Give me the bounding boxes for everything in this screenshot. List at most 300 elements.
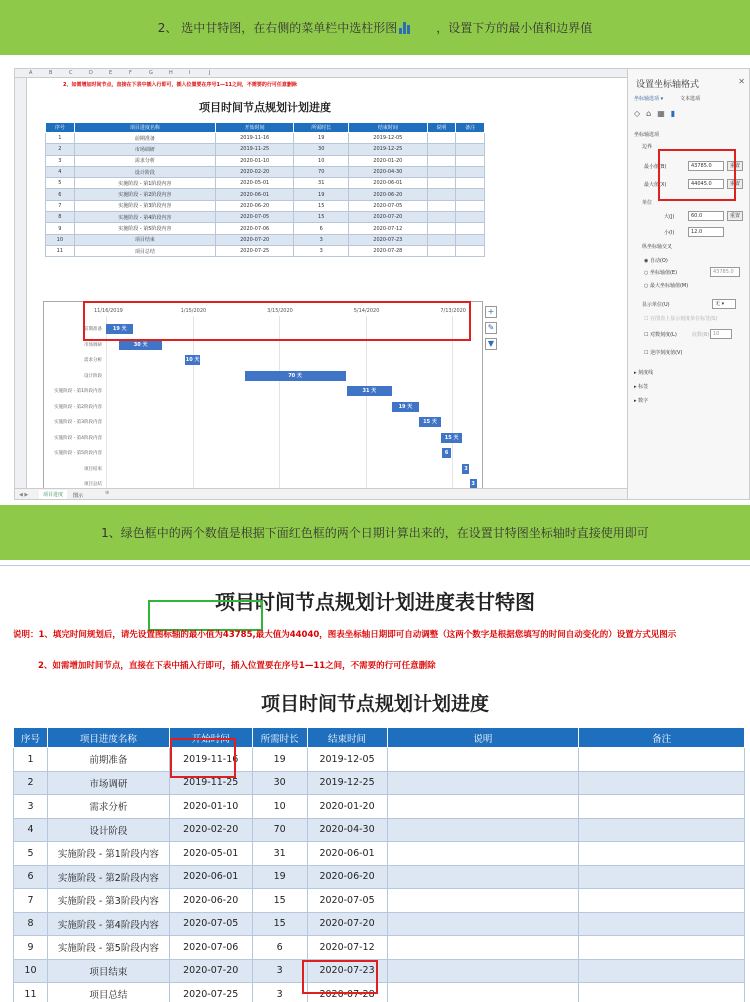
sheet-table-cell[interactable] [427,212,456,223]
banner-top-text: 2、 选中甘特图，在右侧的菜单栏中选柱形图 [157,21,398,35]
section-axis-options[interactable]: 坐标轴选项 [634,132,660,138]
progress-table-cell[interactable]: 项目结束 [47,959,169,983]
progress-table-cell[interactable]: 1 [14,748,48,772]
base-label: 底数(B) [692,332,710,338]
progress-table-cell[interactable]: 实施阶段 - 第2阶段内容 [47,865,169,889]
progress-table-cell[interactable]: 2020-07-23 [307,959,387,983]
progress-table-cell[interactable] [579,842,745,866]
gantt-bar[interactable]: 19 天 [392,402,419,412]
gantt-gridline [193,316,194,492]
progress-table-cell[interactable] [387,983,579,1002]
sheet-table-cell[interactable]: 2020-07-05 [215,212,293,223]
gantt-tick-label: 3/15/2020 [267,308,293,314]
tick-marks-label: 刻度线 [638,370,654,376]
sheet-table-cell[interactable]: 70 [294,166,349,177]
sheet-table-cell[interactable] [427,189,456,200]
sheet-note: 2、如需增加时间节点，直接在下表中插入行即可，插入位置要在序号1—11之间，不需要的行可任意删除 [63,82,297,88]
section-number[interactable]: ▸ 数字 [634,398,649,404]
sheet-table-cell[interactable] [427,178,456,189]
progress-table-cell[interactable] [387,842,579,866]
format-axis-panel [627,69,750,500]
sheet-table-cell[interactable]: 2020-01-20 [349,155,427,166]
cross-label: 纵坐标轴交叉 [642,244,673,250]
sheet-table-header-cell: 备注 [456,123,485,133]
progress-table-cell[interactable] [387,771,579,795]
sheet-table-row [46,133,485,144]
sheet-table-cell[interactable]: 9 [46,223,75,234]
sheet-table-cell[interactable]: 2020-01-10 [215,155,293,166]
reverse-checkbox[interactable]: ☐ 逆序刻度值(V) [644,350,683,356]
sheet-table-cell[interactable]: 2020-04-30 [349,166,427,177]
sheet-table-cell[interactable]: 2020-07-06 [215,223,293,234]
progress-table-cell[interactable]: 5 [14,842,48,866]
gantt-bar[interactable]: 30 天 [119,340,162,350]
sheet-table-row [46,144,485,155]
sheet-table-row [46,200,485,211]
progress-table-cell[interactable] [387,959,579,983]
progress-table-cell[interactable]: 需求分析 [47,795,169,819]
column-letter[interactable]: D [89,70,93,76]
sheet-table-row [46,223,485,234]
progress-table-cell[interactable]: 实施阶段 - 第1阶段内容 [47,842,169,866]
progress-table-header-cell: 备注 [579,728,745,748]
progress-table-cell[interactable] [579,771,745,795]
progress-table-cell[interactable] [387,748,579,772]
progress-table-cell[interactable] [387,865,579,889]
sheet-table-cell[interactable]: 市场调研 [74,144,215,155]
chart-filter-button[interactable]: ▼ [485,338,497,350]
sheet-table-cell[interactable]: 2020-07-28 [349,245,427,256]
max-reset-button[interactable]: 重置 [727,179,743,189]
sheet-table-cell[interactable]: 7 [46,200,75,211]
progress-table-cell[interactable]: 2020-06-01 [169,865,252,889]
progress-table-cell[interactable]: 2020-01-20 [307,795,387,819]
progress-table-cell[interactable]: 9 [14,936,48,960]
gantt-bar[interactable]: 3 [471,481,475,487]
gantt-bar[interactable]: 15 天 [441,433,463,443]
sheet-table-cell[interactable] [456,212,485,223]
major-reset-button[interactable]: 重置 [727,211,743,221]
bar-chart-icon [399,21,410,34]
sheet-table-cell[interactable]: 2020-06-20 [215,200,293,211]
sheet-table-cell[interactable]: 10 [294,155,349,166]
sheet-table-row [46,155,485,166]
major-label: 大(J) [664,214,675,220]
progress-table-cell[interactable]: 2019-12-25 [307,771,387,795]
sheet-table-cell[interactable]: 设计阶段 [74,166,215,177]
column-letter[interactable]: F [129,70,132,76]
progress-table-cell[interactable]: 2020-07-06 [169,936,252,960]
sheet-table-cell[interactable]: 2020-07-12 [349,223,427,234]
progress-table-cell[interactable] [579,865,745,889]
sheet-table-cell[interactable] [456,155,485,166]
sheet-table-cell[interactable]: 2020-07-05 [349,200,427,211]
progress-table-cell[interactable]: 10 [252,795,307,819]
progress-table-cell[interactable]: 2020-07-05 [169,912,252,936]
progress-table-cell[interactable]: 15 [252,889,307,913]
gantt-category-label: 设计阶段 [84,373,102,379]
radio-auto-label: 自动(O) [649,258,668,264]
progress-table-cell[interactable] [579,748,745,772]
section-tick-marks[interactable]: ▸ 刻度线 [634,370,654,376]
progress-table-cell[interactable] [579,818,745,842]
sheet-title: 项目时间节点规划计划进度 [199,101,331,114]
display-units-value: 无 [715,301,721,307]
gantt-bar[interactable]: 70 天 [245,371,346,381]
progress-table-cell[interactable]: 4 [14,818,48,842]
base-input[interactable]: 10 [710,329,732,339]
gantt-gridline [279,316,280,492]
banner-top-suffix: ，设置下方的最小值和边界值 [436,21,593,35]
progress-table-row [14,771,745,795]
gantt-category-label: 项目结束 [84,466,102,472]
progress-table-cell[interactable]: 2020-07-28 [307,983,387,1002]
banner-middle-text: 1、绿色框中的两个数值是根据下面红色框的两个日期计算出来的，在设置甘特图坐标轴时直接使用即可 [101,526,649,540]
sheet-table-cell[interactable] [456,223,485,234]
sheet-table-cell[interactable]: 2019-12-05 [349,133,427,144]
progress-table-row [14,748,745,772]
minor-unit-input[interactable]: 12.0 [688,227,724,237]
sheet-table-cell[interactable]: 2019-11-25 [215,144,293,155]
progress-table-cell[interactable]: 2019-11-16 [169,748,252,772]
sheet-table-cell[interactable] [456,245,485,256]
effects-icon[interactable]: ⌂ [646,109,658,118]
chart-elements-button[interactable]: + [485,306,497,318]
sheet-table-cell[interactable] [456,189,485,200]
sheet-table-cell[interactable]: 实施阶段 - 第3阶段内容 [74,200,215,211]
sheet-table-cell[interactable]: 实施阶段 - 第4阶段内容 [74,212,215,223]
log-scale-label: 对数刻度(L) [650,332,677,338]
progress-table-cell[interactable]: 2 [14,771,48,795]
progress-table-cell[interactable]: 2019-11-25 [169,771,252,795]
progress-table-cell[interactable]: 实施阶段 - 第5阶段内容 [47,936,169,960]
panel-icon-row [634,109,681,118]
sheet-table-cell[interactable]: 15 [294,200,349,211]
fill-icon[interactable]: ◇ [634,109,647,118]
gantt-tick-label: 7/13/2020 [440,308,466,314]
progress-table-header-cell: 项目进度名称 [47,728,169,748]
row-header-bar [15,78,27,488]
size-icon[interactable]: ▦ [657,109,671,118]
progress-table-cell[interactable]: 15 [252,912,307,936]
gantt-tick-label: 11/16/2019 [94,308,123,314]
sheet-table-cell[interactable]: 11 [46,245,75,256]
sheet-table-cell[interactable]: 8 [46,212,75,223]
progress-table-cell[interactable]: 2020-05-01 [169,842,252,866]
sheet-table-cell[interactable] [427,223,456,234]
sheet-table-header-cell: 说明 [427,123,456,133]
progress-table-cell[interactable]: 2020-06-20 [307,865,387,889]
progress-table-header-cell: 开始时间 [169,728,252,748]
sheet-table-cell[interactable] [427,144,456,155]
progress-table-cell[interactable]: 3 [252,983,307,1002]
gantt-bar[interactable]: 31 天 [347,386,392,396]
bounds-highlight-box [658,149,736,201]
progress-table-header-cell: 序号 [14,728,48,748]
column-letter[interactable]: I [189,70,191,76]
gantt-category-label: 项目总结 [84,482,102,487]
progress-table-row [14,842,745,866]
sheet-table-cell[interactable]: 4 [46,166,75,177]
sheet-table-cell[interactable]: 3 [294,245,349,256]
sheet-table-cell[interactable] [427,200,456,211]
gantt-category-label: 前期准备 [84,327,102,332]
sheet-table-row [46,189,485,200]
sheet-tab-diagram[interactable]: 图示 [73,493,84,499]
green-highlight-box [148,600,263,631]
radio-axis-value-label: 坐标轴值(E) [649,270,678,276]
panel-title: 设置坐标轴格式 [636,80,700,90]
progress-table-cell[interactable]: 10 [14,959,48,983]
progress-table-cell[interactable]: 2020-07-20 [307,912,387,936]
sheet-table-cell[interactable]: 前期准备 [74,133,215,144]
units-label: 单位 [642,200,653,206]
axis-options-icon[interactable]: ▮ [670,109,682,118]
gantt-gridline [366,316,367,492]
major-unit-input[interactable]: 60.0 [688,211,724,221]
instruction-banner-top [0,0,750,55]
gantt-bar[interactable]: 6 天 [444,450,450,466]
progress-table-cell[interactable]: 30 [252,771,307,795]
column-letter[interactable]: B [49,70,53,76]
sheet-table-cell[interactable]: 15 [294,212,349,223]
worksheet [15,69,627,500]
progress-table-cell[interactable]: 6 [252,936,307,960]
progress-table-cell[interactable]: 19 [252,748,307,772]
sheet-table-cell[interactable]: 2020-05-01 [215,178,293,189]
show-units-checkbox[interactable]: ☐ 在图表上显示刻度单位标签(S) [644,316,718,322]
section-labels[interactable]: ▸ 标签 [634,384,649,390]
progress-table-cell[interactable] [387,936,579,960]
progress-table-cell[interactable]: 6 [14,865,48,889]
sheet-table-cell[interactable]: 2019-12-25 [349,144,427,155]
sheet-table-cell[interactable]: 项目结束 [74,234,215,245]
progress-table-row [14,818,745,842]
progress-table-cell[interactable]: 实施阶段 - 第3阶段内容 [47,889,169,913]
gantt-category-label: 实施阶段 - 第5阶段内容 [54,451,102,456]
column-letter[interactable]: G [149,70,153,76]
gantt-bar[interactable]: 3 天 [463,465,469,482]
sheet-table-cell[interactable]: 19 [294,133,349,144]
sheet-table-cell[interactable]: 19 [294,189,349,200]
progress-table-cell[interactable]: 项目总结 [47,983,169,1002]
progress-table-cell[interactable]: 实施阶段 - 第4阶段内容 [47,912,169,936]
sheet-table-cell[interactable]: 2020-07-23 [349,234,427,245]
add-sheet-button[interactable]: ⊕ [105,490,110,496]
sheet-table-cell[interactable]: 2020-07-25 [215,245,293,256]
progress-table-cell[interactable]: 设计阶段 [47,818,169,842]
sheet-table-cell[interactable] [456,200,485,211]
display-units-label: 显示单位(U) [642,302,670,308]
sheet-table-cell[interactable]: 6 [294,223,349,234]
reverse-label: 逆序刻度值(V) [650,350,683,356]
sheet-table-row [46,245,485,256]
progress-table-cell[interactable]: 2020-07-20 [169,959,252,983]
sheet-table-cell[interactable]: 6 [46,189,75,200]
sheet-table-cell[interactable]: 2020-02-20 [215,166,293,177]
progress-table-row [14,983,745,1002]
progress-table-cell[interactable] [579,983,745,1002]
sheet-table-row [46,166,485,177]
radio-auto[interactable]: ◉ 自动(O) [644,258,668,264]
gantt-category-label: 市场调研 [84,342,102,348]
progress-table-cell[interactable]: 31 [252,842,307,866]
progress-table-cell[interactable]: 2020-07-25 [169,983,252,1002]
progress-table-cell[interactable] [579,795,745,819]
sheet-table-cell[interactable]: 2 [46,144,75,155]
number-label: 数字 [638,398,649,404]
sheet-table-cell[interactable] [427,155,456,166]
panel-close-icon[interactable]: ✕ [738,77,745,86]
sheet-table-cell[interactable]: 2019-11-16 [215,133,293,144]
column-letter[interactable]: A [29,70,33,76]
sheet-table-cell[interactable] [427,133,456,144]
progress-table-cell[interactable]: 7 [14,889,48,913]
progress-table-cell[interactable]: 2019-12-05 [307,748,387,772]
column-letter[interactable]: J [209,70,211,76]
labels-label: 标签 [638,384,649,390]
column-letter[interactable]: C [69,70,73,76]
sheet-table-row [46,234,485,245]
max-label: 最大值(X) [644,182,667,188]
sheet-table-cell[interactable]: 3 [46,155,75,166]
bounds-label: 边界 [642,144,653,150]
sheet-table-header-cell: 所需时长 [294,123,349,133]
progress-table-row [14,936,745,960]
column-header-bar [15,69,627,78]
gantt-bar[interactable]: 19 天 [106,324,133,334]
sheet-table-cell[interactable]: 实施阶段 - 第1阶段内容 [74,178,215,189]
sheet-table-cell[interactable]: 实施阶段 - 第5阶段内容 [74,223,215,234]
progress-table-row [14,912,745,936]
gantt-bar[interactable]: 15 天 [419,417,441,427]
progress-table-cell[interactable]: 3 [252,959,307,983]
sheet-table-cell[interactable] [456,166,485,177]
gantt-tick-label: 1/15/2020 [180,308,207,314]
radio-axis-value[interactable]: ○ 坐标轴值(E) [644,270,678,276]
sheet-table-cell[interactable]: 5 [46,178,75,189]
progress-table-cell[interactable]: 70 [252,818,307,842]
sheet-table-cell[interactable] [456,144,485,155]
sheet-table-cell[interactable] [456,133,485,144]
progress-table-header-cell: 所需时长 [252,728,307,748]
sheet-table-cell[interactable] [456,178,485,189]
panel-tab-text-options[interactable]: 文本选项 [680,96,701,102]
sheet-table-cell[interactable]: 2020-06-01 [215,189,293,200]
progress-table-cell[interactable] [579,912,745,936]
progress-table-cell[interactable] [387,818,579,842]
sheet-table-cell[interactable] [427,234,456,245]
progress-table-cell[interactable]: 2020-07-05 [307,889,387,913]
sheet-table-cell[interactable]: 2020-07-20 [349,212,427,223]
sheet-table-cell[interactable]: 31 [294,178,349,189]
progress-table-cell[interactable]: 2020-02-20 [169,818,252,842]
sheet-table-cell[interactable]: 2020-07-20 [215,234,293,245]
doc-title-progress: 项目时间节点规划计划进度 [260,693,489,715]
progress-table-cell[interactable] [387,889,579,913]
gantt-gridline [452,316,453,492]
tab-nav-arrows[interactable]: ◀ ▶ [19,492,29,498]
instruction-banner-middle [0,505,750,560]
column-letter[interactable]: H [169,70,173,76]
sheet-table-row [46,212,485,223]
sheet-table-cell[interactable]: 10 [46,234,75,245]
end-date-highlight-box [302,960,378,994]
radio-max-axis-label: 最大坐标轴值(M) [649,283,689,289]
progress-table-cell[interactable]: 8 [14,912,48,936]
progress-table-cell[interactable]: 11 [14,983,48,1002]
progress-table-cell[interactable]: 2020-01-10 [169,795,252,819]
chart-styles-button[interactable]: ✎ [485,322,497,334]
progress-table-cell[interactable]: 2020-07-12 [307,936,387,960]
progress-table-cell[interactable]: 2020-06-01 [307,842,387,866]
progress-table-cell[interactable] [387,912,579,936]
log-scale-checkbox[interactable]: ☐ 对数刻度(L) [644,332,677,338]
progress-table-cell[interactable] [579,889,745,913]
min-label: 最小值(B) [644,164,667,170]
gantt-gridline [106,316,107,492]
sheet-table-cell[interactable]: 3 [294,234,349,245]
sheet-table-cell[interactable]: 需求分析 [74,155,215,166]
progress-table-cell[interactable] [579,959,745,983]
gantt-category-label: 实施阶段 - 第3阶段内容 [54,420,102,425]
axis-value-input[interactable]: 43785.0 [710,267,740,277]
sheet-table-cell[interactable]: 项目总结 [74,245,215,256]
sheet-table-cell[interactable]: 实施阶段 - 第2阶段内容 [74,189,215,200]
excel-screenshot [14,68,750,500]
progress-table-row [14,795,745,819]
sheet-table-cell[interactable]: 2020-06-20 [349,189,427,200]
min-value-input[interactable]: 43785.0 [688,161,724,171]
sheet-table-cell[interactable] [427,166,456,177]
sheet-table-cell[interactable]: 1 [46,133,75,144]
column-letter[interactable]: E [109,70,113,76]
radio-max-axis[interactable]: ○ 最大坐标轴值(M) [644,283,689,289]
sheet-table-header-cell: 结束时间 [349,123,427,133]
progress-table-cell[interactable]: 3 [14,795,48,819]
gantt-category-label: 实施阶段 - 第4阶段内容 [54,435,102,441]
axis-highlight-box [83,301,471,341]
chart-tools [485,306,497,354]
max-value-input[interactable]: 44045.0 [688,179,724,189]
sheet-tab-project[interactable]: 项目进度 [39,490,67,500]
progress-table-header-cell: 结束时间 [307,728,387,748]
panel-tab-axis-options[interactable]: 坐标轴选项 ▾ [634,96,664,102]
progress-table-cell[interactable]: 2020-06-20 [169,889,252,913]
document-area [0,565,750,1002]
progress-table [13,727,745,1002]
progress-table-cell[interactable]: 19 [252,865,307,889]
progress-table-row [14,865,745,889]
sheet-table-cell[interactable] [427,245,456,256]
display-units-select[interactable]: 无 ▾ [712,299,736,309]
progress-table-cell[interactable] [579,936,745,960]
min-reset-button[interactable]: 重置 [727,161,743,171]
progress-table-cell[interactable]: 前期准备 [47,748,169,772]
progress-table-cell[interactable]: 市场调研 [47,771,169,795]
start-date-highlight-box [170,738,236,778]
sheet-table-header-cell: 开始时间 [215,123,293,133]
gantt-bar[interactable]: 10 天 [185,357,200,363]
sheet-table-cell[interactable] [456,234,485,245]
sheet-tabs [15,488,627,500]
sheet-table-cell[interactable]: 2020-06-01 [349,178,427,189]
progress-table-header-cell: 说明 [387,728,579,748]
progress-table-cell[interactable]: 2020-04-30 [307,818,387,842]
sheet-table [45,122,485,257]
progress-table-cell[interactable] [387,795,579,819]
sheet-table-cell[interactable]: 30 [294,144,349,155]
